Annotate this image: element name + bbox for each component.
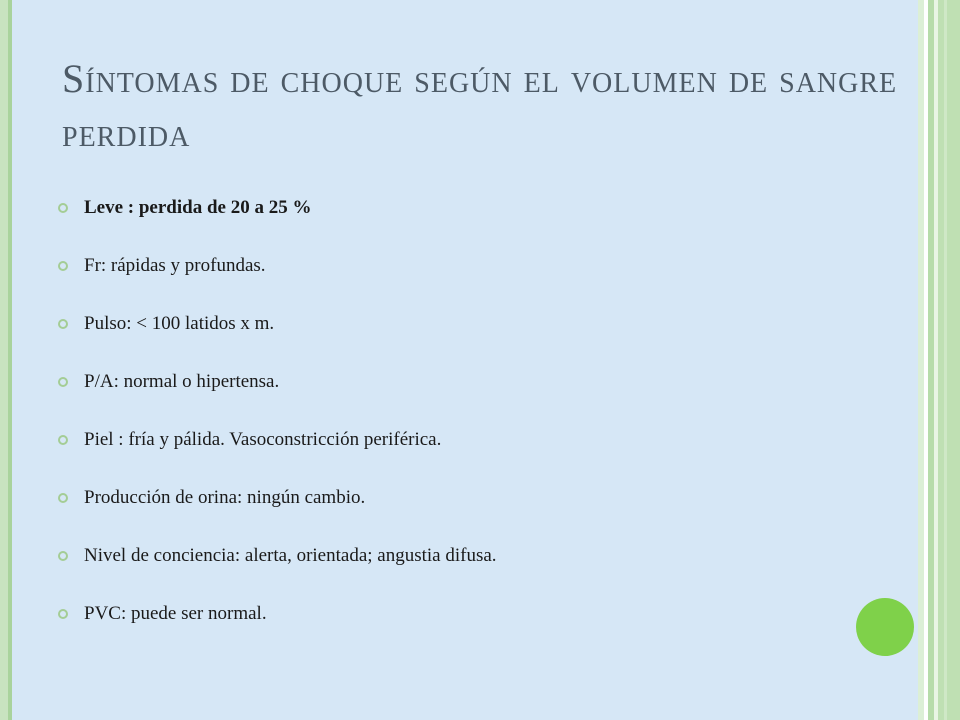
bullet-list xyxy=(58,195,858,659)
circle-bullet-icon xyxy=(58,435,68,445)
circle-bullet-icon xyxy=(58,551,68,561)
bullet-text: Leve : perdida de 20 a 25 % xyxy=(84,197,312,218)
bullet-text: Pulso: < 100 latidos x m. xyxy=(84,313,275,334)
bullet-text: Producción de orina: ningún cambio. xyxy=(84,487,366,508)
bullet-item xyxy=(58,543,858,601)
left-decorative-stripe xyxy=(0,0,12,720)
circle-bullet-icon xyxy=(58,377,68,387)
bullet-item xyxy=(58,427,858,485)
bullet-item xyxy=(58,369,858,427)
green-circle-decoration xyxy=(856,598,914,656)
bullet-text: Fr: rápidas y profundas. xyxy=(84,255,266,276)
right-decorative-stripe xyxy=(944,0,947,720)
bullet-item xyxy=(58,485,858,543)
bullet-text: P/A: normal o hipertensa. xyxy=(84,371,280,392)
bullet-item xyxy=(58,601,858,659)
circle-bullet-icon xyxy=(58,493,68,503)
circle-bullet-icon xyxy=(58,261,68,271)
bullet-text: PVC: puede ser normal. xyxy=(84,603,267,624)
slide-title: Síntomas de choque según el volumen de sangre perdida xyxy=(62,56,898,155)
bullet-item xyxy=(58,311,858,369)
circle-bullet-icon xyxy=(58,609,68,619)
bullet-text: Nivel de conciencia: alerta, orientada; angustia difusa. xyxy=(84,545,497,566)
bullet-item xyxy=(58,253,858,311)
bullet-text: Piel : fría y pálida. Vasoconstricción periférica. xyxy=(84,429,442,450)
bullet-item xyxy=(58,195,858,253)
circle-bullet-icon xyxy=(58,203,68,213)
right-decorative-stripe xyxy=(938,0,960,720)
circle-bullet-icon xyxy=(58,319,68,329)
